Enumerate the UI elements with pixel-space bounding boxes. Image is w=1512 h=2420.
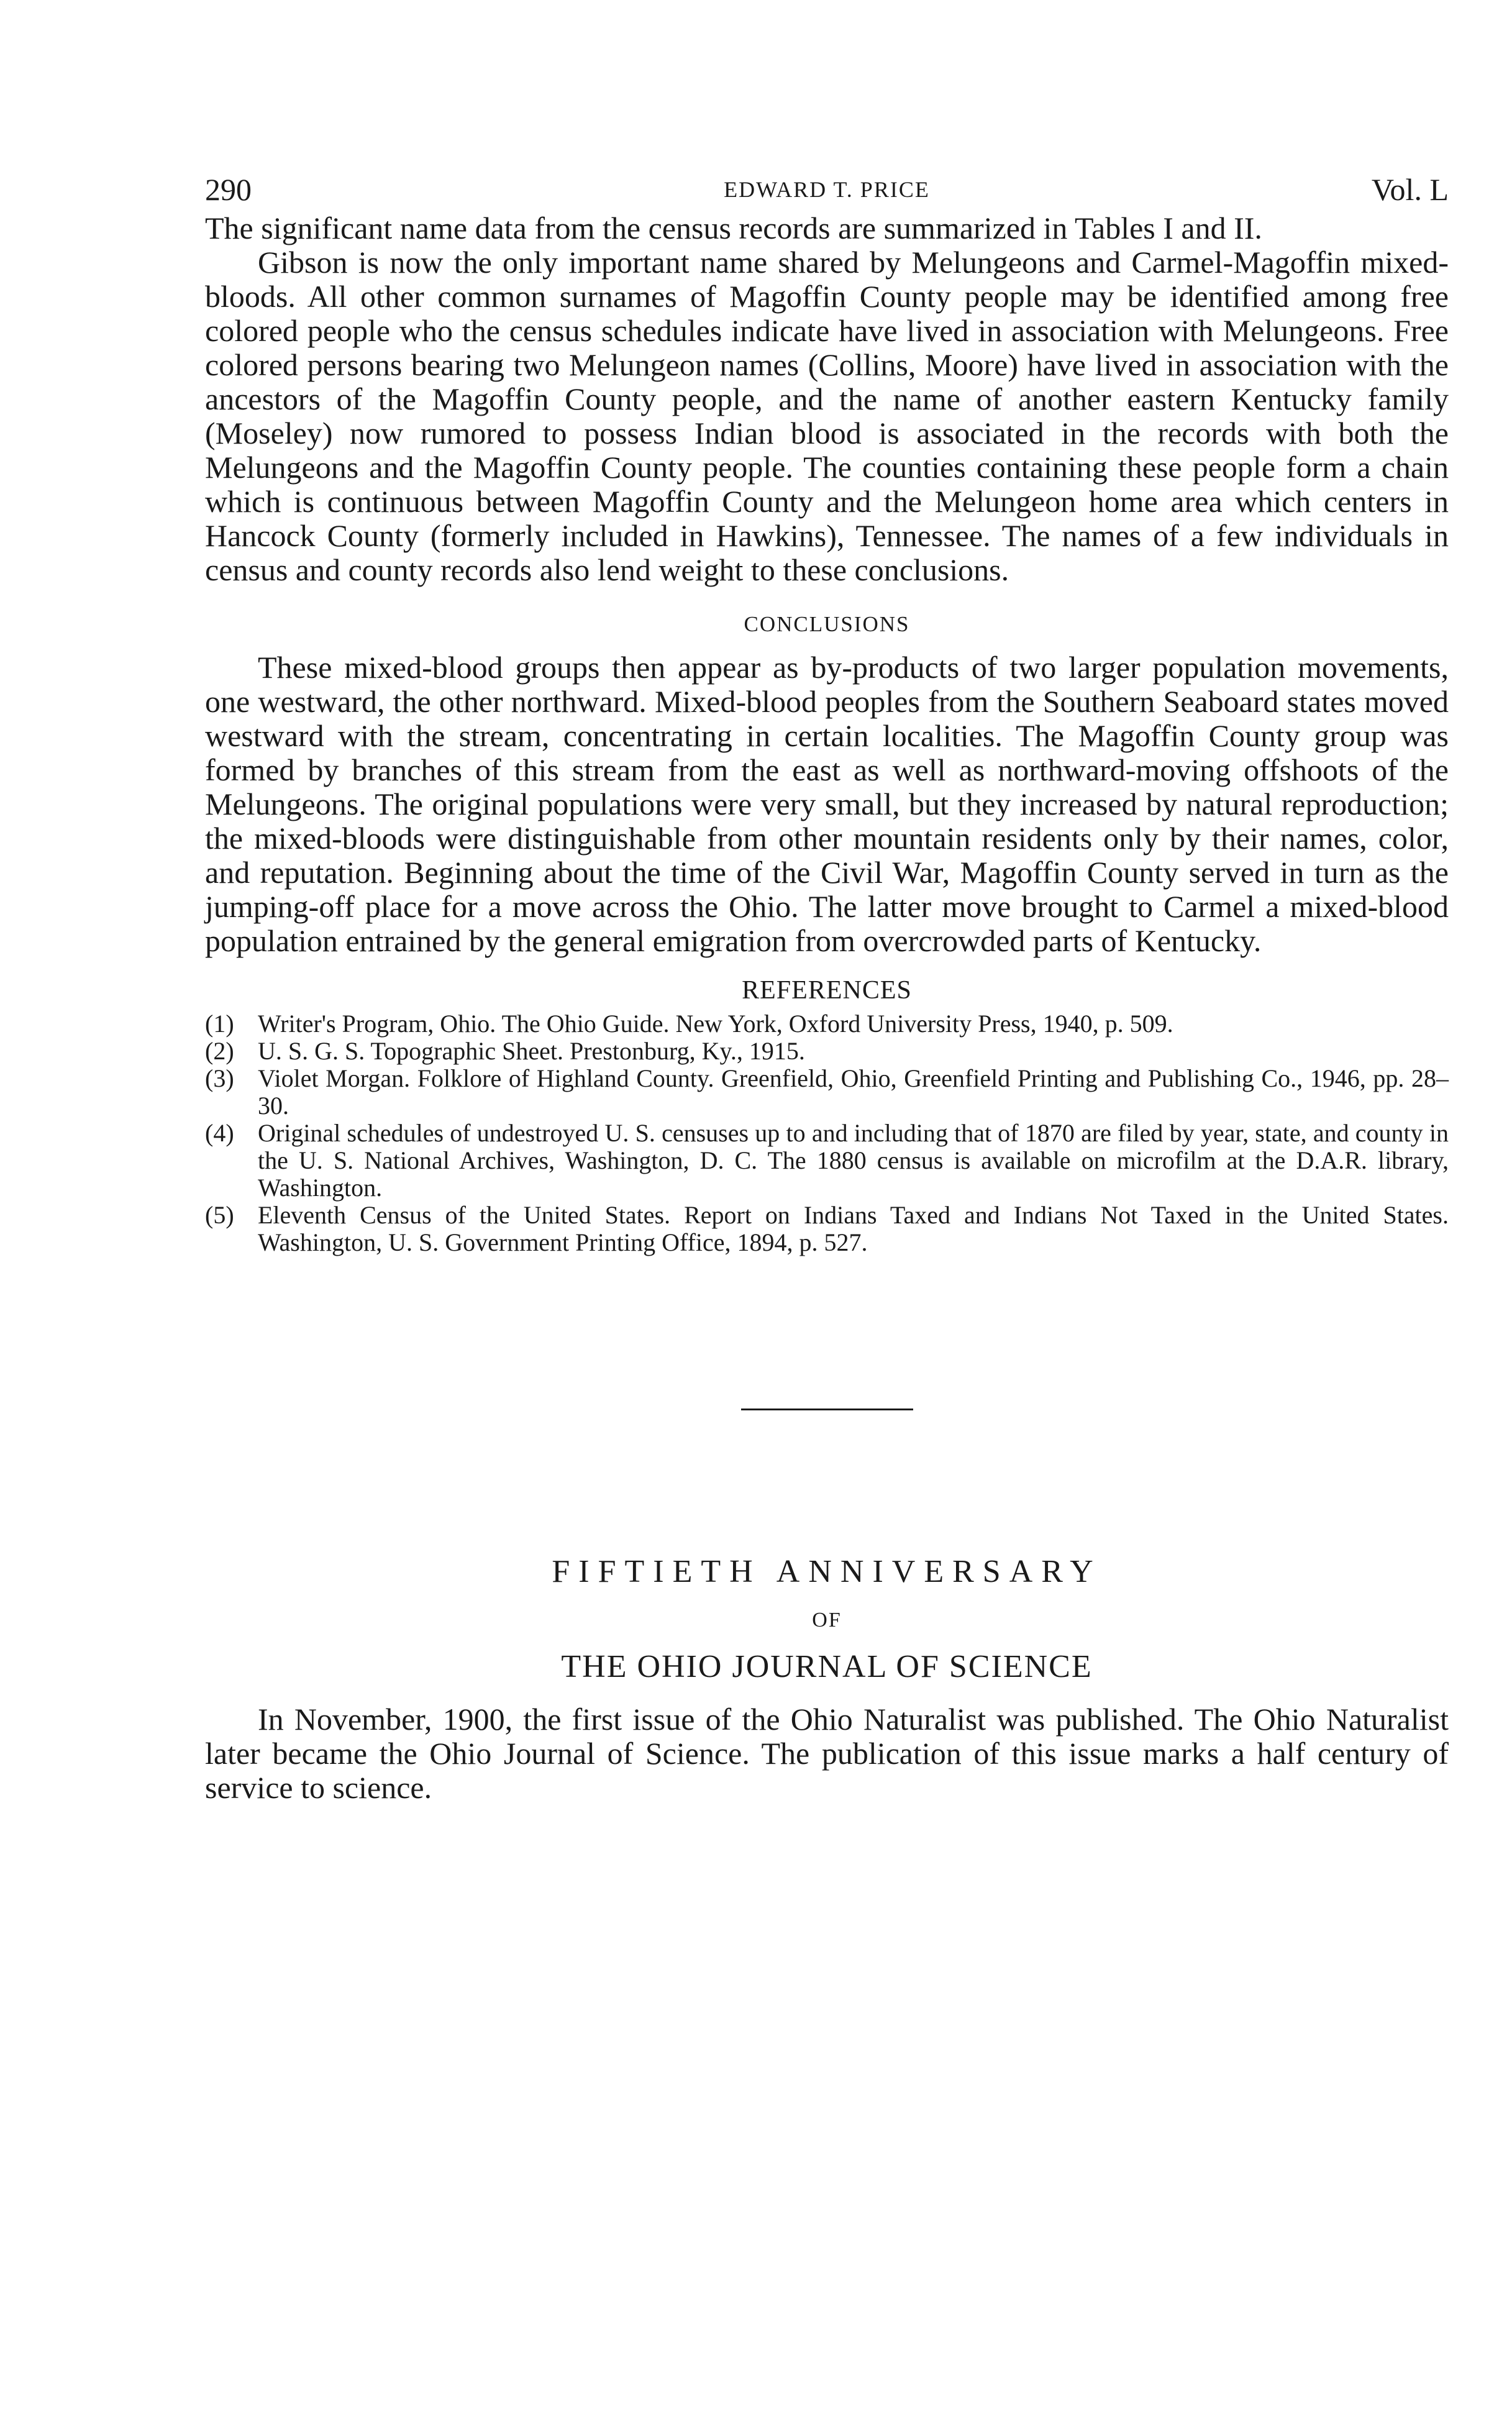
paragraph-census-summary: The significant name data from the census records are summarized in Tables I and II. bbox=[205, 211, 1262, 245]
reference-list bbox=[205, 1010, 1449, 1256]
reference-item bbox=[205, 1010, 1449, 1038]
reference-number: (4) bbox=[205, 1119, 234, 1147]
conclusions-heading: CONCLUSIONS bbox=[744, 612, 910, 636]
page-number: 290 bbox=[205, 172, 252, 207]
journal-page bbox=[205, 168, 1449, 1805]
anniversary-journal-title: THE OHIO JOURNAL OF SCIENCE bbox=[561, 1649, 1093, 1684]
conclusions-paragraph: These mixed-blood groups then appear as by-products of two larger population movements, one westward, the other northward. Mixed-blood peoples from the Southern Seaboard states moved westward with the stream, concentrating in certain localities. The Magoffin County group was formed by branches of this stream from the east as well as northward-moving offshoots of the Melungeons. The original populations were very small, but they increased by natural reproduction; the mixed-bloods were distinguishable from other mountain residents only by their names, color, and reputation. Beginning about the time of the Civil War, Magoffin County served in turn as the jumping-off place for a move across the Ohio. The latter move brought to Carmel a mixed-blood population entrained by the general emigration from overcrowded parts of Kentucky. bbox=[205, 650, 1449, 958]
reference-item bbox=[205, 1202, 1449, 1256]
reference-text: Original schedules of undestroyed U. S. censuses up to and including that of 1870 are filed by year, state, and county in the U. S. National Archives, Washington, D. C. The 1880 census is available on microfilm at the D.A.R. library, Washington. bbox=[258, 1119, 1449, 1202]
anniversary-of: OF bbox=[812, 1609, 842, 1632]
reference-number: (3) bbox=[205, 1064, 234, 1092]
section-divider bbox=[741, 1409, 913, 1410]
running-head-author: EDWARD T. PRICE bbox=[724, 177, 930, 202]
reference-number: (1) bbox=[205, 1010, 234, 1038]
reference-text: U. S. G. S. Topographic Sheet. Prestonburg, Ky., 1915. bbox=[258, 1037, 805, 1065]
references-heading: REFERENCES bbox=[742, 976, 912, 1005]
reference-item bbox=[205, 1065, 1449, 1120]
running-head bbox=[205, 168, 1449, 211]
reference-text: Writer's Program, Ohio. The Ohio Guide. New York, Oxford University Press, 1940, p. 509. bbox=[258, 1010, 1173, 1038]
reference-item bbox=[205, 1120, 1449, 1202]
reference-item bbox=[205, 1038, 1449, 1065]
paragraph-gibson-names: Gibson is now the only important name shared by Melungeons and Carmel-Magoffin mixed-bloods. All other common surnames of Magoffin County people may be identified among free colored people who the census schedules indicate have lived in association with Melungeons. Free colored persons bearing two Melungeon names (Collins, Moore) have lived in association with the ancestors of the Magoffin County people, and the name of another eastern Kentucky family (Moseley) now rumored to possess Indian blood is associated in the records with both the Melungeons and the Magoffin County people. The counties containing these people form a chain which is continuous between Magoffin County and the Melungeon home area which centers in Hancock County (formerly included in Hawkins), Tennessee. The names of a few individuals in census and county records also lend weight to these conclusions. bbox=[205, 245, 1449, 587]
reference-text: Violet Morgan. Folklore of Highland County. Greenfield, Ohio, Greenfield Printing and Publishing Co., 1946, pp. 28–30. bbox=[258, 1064, 1449, 1120]
reference-text: Eleventh Census of the United States. Report on Indians Taxed and Indians Not Taxed in the United States. Washington, U. S. Government Printing Office, 1894, p. 527. bbox=[258, 1201, 1449, 1256]
anniversary-paragraph: In November, 1900, the first issue of the Ohio Naturalist was published. The Ohio Naturalist later became the Ohio Journal of Science. The publication of this issue marks a half century of service to science. bbox=[205, 1702, 1449, 1805]
reference-number: (5) bbox=[205, 1201, 234, 1229]
volume-label: Vol. L bbox=[1371, 172, 1449, 207]
reference-number: (2) bbox=[205, 1037, 234, 1065]
anniversary-title: FIFTIETH ANNIVERSARY bbox=[552, 1554, 1102, 1589]
